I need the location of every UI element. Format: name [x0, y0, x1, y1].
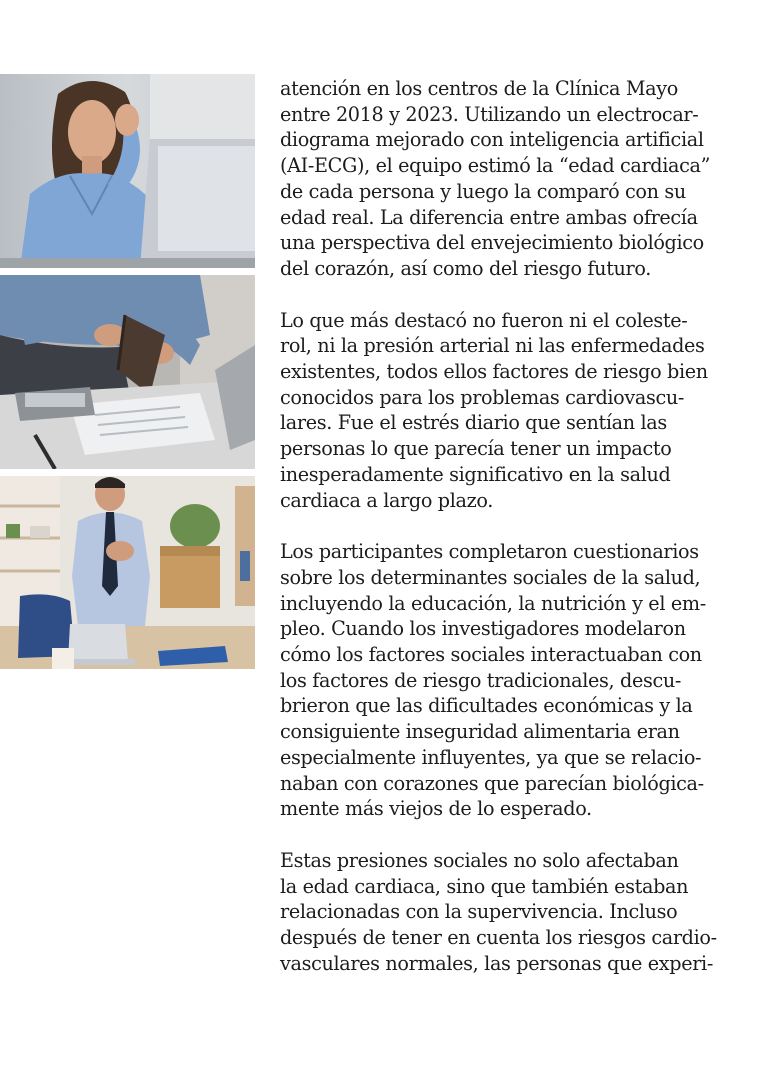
text-line: Estas presiones sociales no solo afectaban	[280, 848, 679, 872]
text-line: cardiaca a largo plazo.	[280, 488, 493, 512]
text-line: existentes, todos ellos factores de riesgo bien	[280, 360, 708, 384]
text-line: sobre los determinantes sociales de la salud,	[280, 565, 701, 589]
text-line: cómo los factores sociales interactuaban con	[280, 643, 702, 667]
text-line: inesperadamente significativo en la salud	[280, 462, 671, 486]
text-line: personas lo que parecía tener un impacto	[280, 437, 672, 461]
text-line: pleo. Cuando los investigadores modelaron	[280, 617, 686, 641]
text-line: edad real. La diferencia entre ambas ofrecía	[280, 205, 698, 229]
text-line: incluyendo la educación, la nutrición y el em-	[280, 591, 706, 615]
text-line: (AI-ECG), el equipo estimó la “edad cardiaca”	[280, 154, 711, 178]
text-line: Los participantes completaron cuestionarios	[280, 540, 699, 564]
text-line: rol, ni la presión arterial ni las enfermedades	[280, 334, 705, 358]
paragraph	[280, 539, 730, 822]
worried-man-office-photo	[0, 476, 255, 669]
text-line: consiguiente inseguridad alimentaria eran	[280, 720, 680, 744]
stressed-woman-laptop-photo	[0, 74, 255, 268]
empty-wallet-bills-photo	[0, 275, 255, 469]
text-line: diograma mejorado con inteligencia artificial	[280, 128, 704, 152]
text-line: Lo que más destacó no fueron ni el coleste-	[280, 308, 688, 332]
article-body	[280, 76, 730, 1003]
text-line: especialmente influyentes, ya que se relacio-	[280, 745, 702, 769]
text-line: del corazón, así como del riesgo futuro.	[280, 256, 651, 280]
paragraph	[280, 308, 730, 514]
text-line: brieron que las dificultades económicas y la	[280, 694, 693, 718]
text-line: lares. Fue el estrés diario que sentían las	[280, 411, 667, 435]
text-line: mente más viejos de lo esperado.	[280, 797, 592, 821]
text-line: después de tener en cuenta los riesgos cardio-	[280, 926, 717, 950]
text-line: vasculares normales, las personas que experi-	[280, 951, 713, 975]
text-line: naban con corazones que parecían biológica-	[280, 771, 704, 795]
text-line: conocidos para los problemas cardiovascu-	[280, 385, 684, 409]
text-line: la edad cardiaca, sino que también estaban	[280, 874, 689, 898]
text-line: de cada persona y luego la comparó con su	[280, 179, 686, 203]
paragraph	[280, 848, 730, 977]
text-line: relacionadas con la supervivencia. Incluso	[280, 900, 678, 924]
text-line: los factores de riesgo tradicionales, descu-	[280, 668, 682, 692]
paragraph	[280, 76, 730, 282]
text-line: una perspectiva del envejecimiento biológico	[280, 231, 704, 255]
text-line: entre 2018 y 2023. Utilizando un electrocar-	[280, 102, 699, 126]
text-line: atención en los centros de la Clínica Mayo	[280, 77, 678, 100]
photo-column	[0, 74, 255, 669]
